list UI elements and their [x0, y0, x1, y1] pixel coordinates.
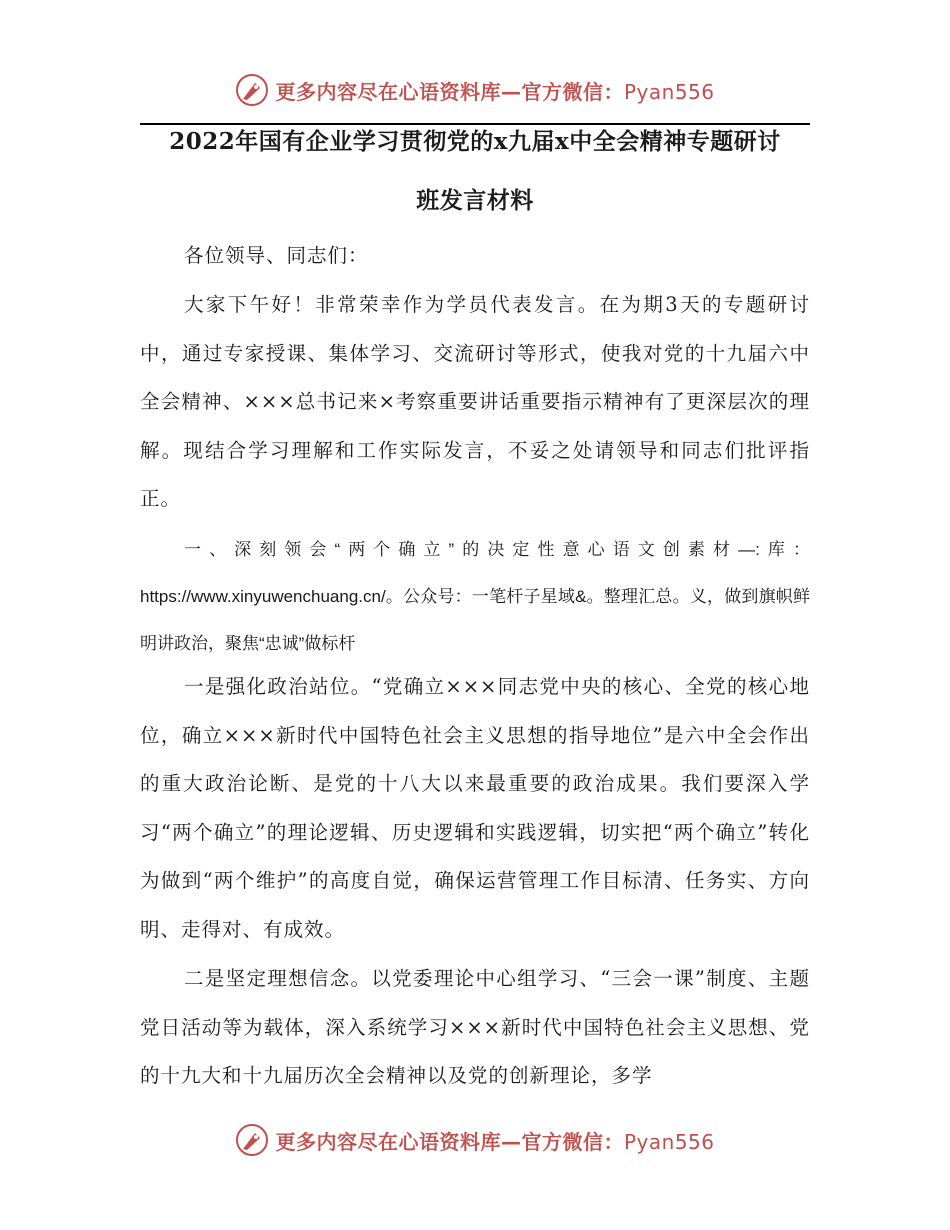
watermark-banner-bottom	[0, 1120, 950, 1160]
pen-nib-logo-icon	[235, 73, 269, 107]
pen-nib-logo-icon	[235, 1123, 269, 1157]
header-rule	[140, 123, 810, 125]
watermark-brand: Pyan556	[623, 79, 715, 104]
watermark-banner-top	[0, 70, 950, 110]
paragraph-section-heading: 一、深刻领会“两个确立”的决定性意心语文创素材—:库：https://www.xinyuwenchuang.cn/。公众号：一笔杆子星域&。整理汇总。义，做到旗帜鲜明讲政治，聚焦“忠诚”做标杆	[140, 540, 810, 653]
watermark-text: 更多内容尽在心语资料库—官方微信：Pyan556	[275, 79, 715, 104]
paragraph-point-one: 一是强化政治站位。“党确立×××同志党中央的核心、全党的核心地位，确立×××新时代中国特色社会主义思想的指导地位”是六中全会作出的重大政治论断、是党的十八大以来最重要的政治成果。我们要深入学习“两个确立”的理论逻辑、历史逻辑和实践逻辑，切实把“两个确立”转化为做到“两个维护”的高度自觉，确保运营管理工作目标清、任务实、方向明、走得对、有成效。	[140, 675, 810, 941]
watermark-brand: Pyan556	[623, 1129, 715, 1154]
document-title-line2: 班发言材料	[416, 187, 534, 214]
watermark-text: 更多内容尽在心语资料库—官方微信：Pyan556	[275, 1129, 715, 1154]
paragraph-point-two: 二是坚定理想信念。以党委理论中心组学习、“三会一课”制度、主题党日活动等为载体，深入系统学习×××新时代中国特色社会主义思想、党的十九大和十九届历次全会精神以及党的创新理论，多学	[140, 967, 810, 1087]
document-title-line1: 2022年国有企业学习贯彻党的x九届x中全会精神专题研讨	[169, 128, 781, 155]
paragraph-intro: 大家下午好！非常荣幸作为学员代表发言。在为期3天的专题研讨中，通过专家授课、集体学习、交流研讨等形式，使我对党的十九届六中全会精神、×××总书记来×考察重要讲话重要指示精神有了更深层次的理解。现结合学习理解和工作实际发言，不妥之处请领导和同志们批评指正。	[140, 293, 810, 510]
salutation: 各位领导、同志们：	[184, 244, 369, 267]
